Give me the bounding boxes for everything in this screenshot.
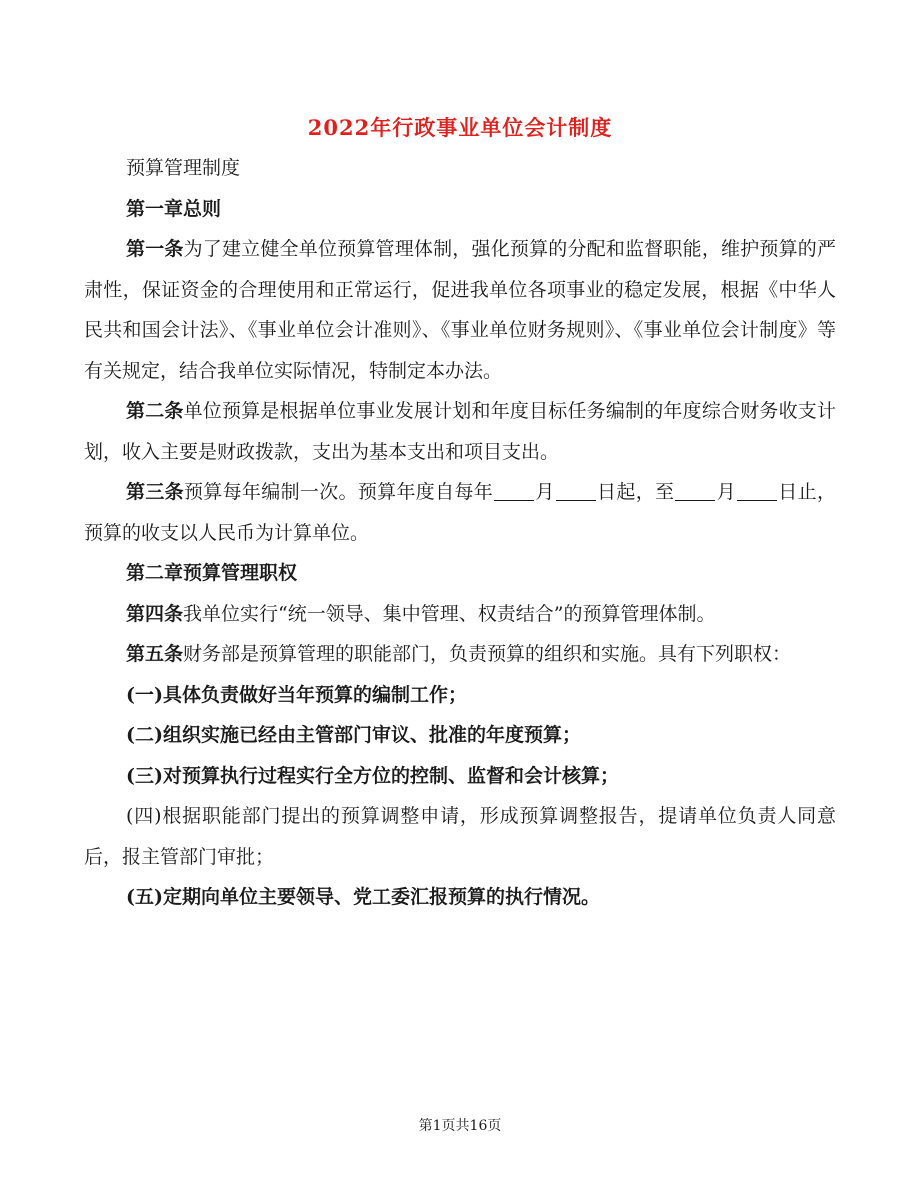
fill-blank: [556, 481, 596, 501]
article-text: 为了建立健全单位预算管理体制，强化预算的分配和监督职能，维护预算的严肃性，保证资金的合理使用和正常运行，促进我单位各项事业的稳定发展，根据《中华人民共和国会计法》、《事业单位会计准则》、《事业单位财务规则》、《事业单位会计制度》等有关规定，结合我单位实际情况，特制定本办法。: [84, 238, 836, 382]
document-body: [84, 148, 836, 918]
article-1: [84, 229, 836, 391]
article-text: 日止，预算的收支以人民币为计算单位。: [84, 481, 836, 544]
article-text: 单位预算是根据单位事业发展计划和年度目标任务编制的年度综合财务收支计划，收入主要是财政拨款，支出为基本支出和项目支出。: [84, 400, 836, 463]
article-text: 我单位实行“统一领导、集中管理、权责结合”的预算管理体制。: [183, 602, 716, 625]
article-label: 第五条: [126, 643, 184, 665]
fill-blank: [737, 481, 777, 501]
list-item: (五)定期向单位主要领导、党工委汇报预算的执行情况。: [126, 886, 600, 908]
page-footer: 第1页共16页: [418, 1118, 502, 1134]
article-text: 日起，至: [596, 481, 675, 503]
fill-blank: [494, 481, 534, 501]
article-text: 财务部是预算管理的职能部门，负责预算的组织和实施。具有下列职权：: [183, 643, 792, 665]
article-label: 第二条: [126, 400, 184, 422]
article-2: [84, 391, 836, 472]
article-3: [84, 472, 836, 553]
list-item: (一)具体负责做好当年预算的编制工作；: [126, 683, 467, 706]
section-subtitle: 预算管理制度: [126, 157, 241, 179]
article-label: 第三条: [126, 481, 184, 503]
list-item: (四)根据职能部门提出的预算调整申请，形成预算调整报告，提请单位负责人同意后，报主管部门审批；: [84, 805, 836, 868]
article-label: 第四条: [126, 602, 184, 625]
list-item: (三)对预算执行过程实行全方位的控制、监督和会计核算；: [126, 764, 619, 787]
article-text: 月: [535, 481, 555, 503]
article-5: [84, 634, 836, 675]
article-label: 第一条: [126, 238, 184, 260]
fill-blank: [675, 481, 715, 501]
article-text: 月: [716, 481, 736, 503]
article-text: 预算每年编制一次。预算年度自每年: [183, 481, 494, 503]
article-4: [84, 594, 836, 635]
chapter-heading-2: 第二章预算管理职权: [126, 562, 298, 584]
list-item: (二)组织实施已经由主管部门审议、批准的年度预算；: [126, 724, 581, 746]
chapter-heading-1: 第一章总则: [126, 197, 222, 220]
document-title: 2022年行政事业单位会计制度: [307, 115, 613, 140]
